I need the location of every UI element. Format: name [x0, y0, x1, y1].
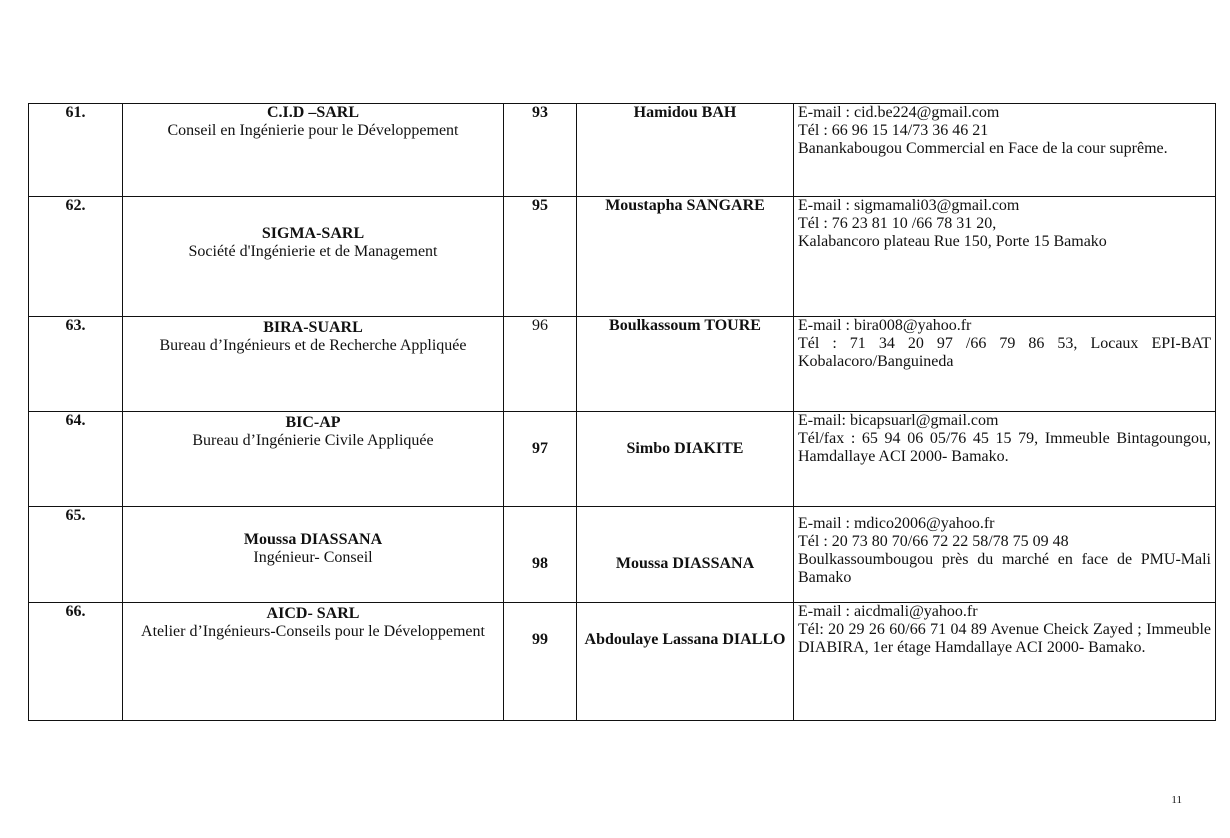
firm-name: BIC-AP — [285, 414, 341, 431]
firm-name: C.I.D –SARL — [266, 104, 359, 121]
contact-email: E-mail : sigmamali03@gmail.com — [798, 197, 1020, 214]
row-number: 66. — [29, 603, 123, 721]
contact-cell — [794, 317, 1216, 412]
contact-phone: Tél: 20 29 26 60/66 71 04 89 Avenue Cheick Zayed ; Immeuble DIABIRA, 1er étage Hamdallaye ACI 2000- Bamako. — [798, 621, 1211, 656]
contact-email: E-mail : cid.be224@gmail.com — [798, 104, 1000, 121]
contact-cell — [794, 104, 1216, 197]
table-row — [29, 104, 1216, 197]
firm-cell — [123, 197, 504, 317]
firm-description: Ingénieur- Conseil — [253, 549, 373, 566]
agrement-number: 99 — [504, 603, 577, 721]
contact-phone: Tél : 76 23 81 10 /66 78 31 20, — [798, 215, 997, 232]
firm-name: AICD- SARL — [266, 605, 360, 622]
contact-phone: Tél : 20 73 80 70/66 72 22 58/78 75 09 48 — [798, 533, 1069, 550]
contact-email: E-mail: bicapsuarl@gmail.com — [798, 412, 999, 429]
agrement-number: 95 — [504, 197, 577, 317]
contact-address: Boulkassoumbougou près du marché en face de PMU-Mali Bamako — [798, 551, 1211, 586]
contact-cell — [794, 507, 1216, 603]
contact-cell — [794, 197, 1216, 317]
firms-table — [28, 103, 1216, 721]
row-number: 64. — [29, 412, 123, 507]
row-number: 62. — [29, 197, 123, 317]
contact-phone: Tél : 71 34 20 97 /66 79 86 53, Locaux EPI-BAT Kobalacoro/Banguineda — [798, 335, 1211, 370]
manager-name: Abdoulaye Lassana DIALLO — [577, 603, 794, 721]
firm-cell — [123, 603, 504, 721]
contact-email: E-mail : bira008@yahoo.fr — [798, 317, 972, 334]
table-row — [29, 317, 1216, 412]
contact-cell — [794, 603, 1216, 721]
contact-phone: Tél/fax : 65 94 06 05/76 45 15 79, Immeuble Bintagoungou, Hamdallaye ACI 2000- Bamako. — [798, 430, 1211, 465]
agrement-number: 97 — [504, 412, 577, 507]
firm-cell — [123, 104, 504, 197]
firm-description: Bureau d’Ingénierie Civile Appliquée — [192, 432, 434, 449]
row-number: 65. — [29, 507, 123, 603]
table-row — [29, 507, 1216, 603]
table-row — [29, 412, 1216, 507]
agrement-number: 98 — [504, 507, 577, 603]
manager-name: Hamidou BAH — [577, 104, 794, 197]
firm-description: Conseil en Ingénierie pour le Développement — [167, 122, 459, 139]
manager-name: Boulkassoum TOURE — [577, 317, 794, 412]
contact-email: E-mail : mdico2006@yahoo.fr — [798, 515, 995, 532]
firm-name: BIRA-SUARL — [263, 319, 363, 336]
contact-email: E-mail : aicdmali@yahoo.fr — [798, 603, 978, 620]
page-number: 11 — [1171, 794, 1182, 806]
contact-address: Kalabancoro plateau Rue 150, Porte 15 Bamako — [798, 233, 1107, 250]
firm-cell — [123, 412, 504, 507]
firm-name: Moussa DIASSANA — [243, 531, 383, 548]
contact-cell — [794, 412, 1216, 507]
row-number: 63. — [29, 317, 123, 412]
agrement-number: 93 — [504, 104, 577, 197]
contact-phone: Tél : 66 96 15 14/73 36 46 21 — [798, 122, 989, 139]
firm-description: Bureau d’Ingénieurs et de Recherche Appliquée — [159, 337, 467, 354]
manager-name: Moustapha SANGARE — [577, 197, 794, 317]
firm-name: SIGMA-SARL — [261, 225, 365, 242]
manager-name: Moussa DIASSANA — [577, 507, 794, 603]
firm-description: Atelier d’Ingénieurs-Conseils pour le Développement — [141, 623, 485, 640]
manager-name: Simbo DIAKITE — [577, 412, 794, 507]
table-row — [29, 603, 1216, 721]
firm-cell — [123, 507, 504, 603]
row-number: 61. — [29, 104, 123, 197]
contact-address: Banankabougou Commercial en Face de la cour suprême. — [798, 140, 1168, 157]
table-row — [29, 197, 1216, 317]
firm-cell — [123, 317, 504, 412]
firm-description: Société d'Ingénierie et de Management — [188, 243, 438, 260]
agrement-number: 96 — [504, 317, 577, 412]
